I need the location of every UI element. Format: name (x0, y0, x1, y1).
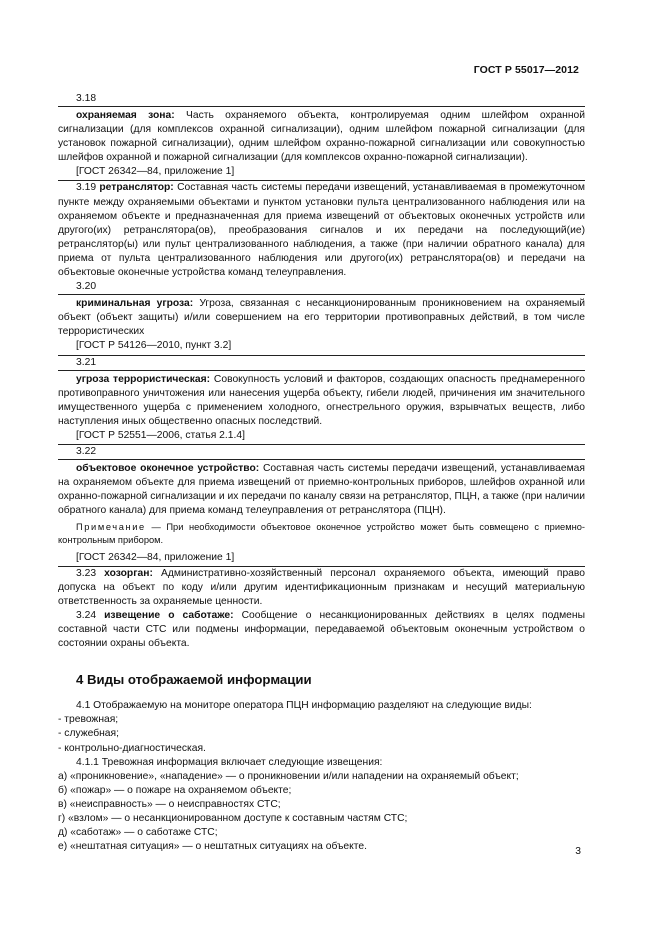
term: охраняемая зона: (76, 110, 175, 121)
term: угроза террористическая: (76, 373, 211, 385)
definition-text: криминальная угроза: Угроза, связанная с несанкционированным проникновением на охраняемый объект (объект защиты) и/или совершением на его территории противоправных действий, в том числе террористических (58, 298, 585, 338)
paragraph: 4.1.1 Тревожная информация включает следующие извещения: (76, 756, 383, 768)
definition-box (58, 294, 585, 355)
definition-text: угроза террористическая: Совокупность условий и факторов, создающих опасность преднамеренного противоправного уничтожения или нанесения ущерба объекту, гибели людей, причинения им значительного имущественного ущерба с применением холодного, огнестрельного оружия, взрывчатых веществ, либо наступления иных общественно опасных последствий. (58, 373, 585, 427)
list-item: - служебная; (58, 728, 119, 740)
definition-text: 3.19 ретранслятор: Составная часть системы передачи извещений, устанавливаемая в промежуточном пункте между охраняемыми объектами и пунктом установки пульта централизованного наблюдения или на охраняемом объекте и предназначенная для приема извещений от объектовых оконечных устройств или другого(их) ретранслятора(ов), преобразования сигналов и их передачи на последующий(ие) ретранслятор(ы) или пульт централизованного наблюдения, а также (при наличии обратного канала) для приема от пульта централизованного наблюдения или другого(их) ретранслятора(ов) и передачи на объектовые оконечные устройства команд телеуправления. (58, 182, 585, 279)
list-item: г) «взлом» — о несанкционированном доступе к составным частям СТС; (58, 813, 408, 825)
list-item: б) «пожар» — о пожаре на охраняемом объекте; (58, 784, 292, 796)
clause-number: 3.20 (76, 281, 97, 293)
clause-number: 3.22 (76, 445, 97, 457)
list-item: - тревожная; (58, 714, 119, 726)
clause-number: 3.18 (76, 93, 97, 104)
source-reference: [ГОСТ 26342—84, приложение 1] (76, 166, 235, 178)
term: извещение о саботаже: (104, 609, 234, 621)
list-item: а) «проникновение», «нападение» — о проникновении и/или нападении на охраняемый объект; (58, 770, 519, 782)
definition-text: объектовое оконечное устройство: Составная часть системы передачи извещений, устанавливаемая на охраняемом объекте для приема извещений от приемно-контрольных приборов, шлейфов охранной или охранно-пожарной сигнализации и их передачи по каналу связи на ретранслятор, ПЦН, а также (при наличии обратного канала) для приема команд телеуправления от ретранслятора (ПЦН). (58, 462, 585, 517)
source-reference: [ГОСТ Р 52551—2006, статья 2.1.4] (76, 429, 245, 441)
definition-box (58, 106, 585, 181)
definition-box (58, 370, 585, 445)
definition-text: охраняемая зона: Часть охраняемого объекта, контролируемая одним шлейфом охранной сигнализации (для комплексов охранной сигнализации), одним шлейфом пожарной сигнализации (для установок пожарной сигнализации), одним шлейфом охранно-пожарной сигнализации или совокупностью шлейфов охранной и пожарной сигнализации (для комплексов охранно-пожарной сигнализации). (58, 110, 585, 164)
list-item: - контрольно-диагностическая. (58, 742, 206, 754)
standard-header: ГОСТ Р 55017—2012 (473, 64, 579, 76)
list-item: в) «неисправность» — о неисправностях СТС; (58, 798, 281, 810)
definition-text: 3.24 извещение о саботаже: Сообщение о несанкционированных действиях в целях подмены составной части СТС или подмены информации, передаваемой объектовым оконечным устройством о состоянии охраны объекта. (58, 609, 585, 650)
page-number: 3 (575, 846, 581, 857)
term: объектовое оконечное устройство: (76, 462, 260, 474)
section-heading: 4 Виды отображаемой информации (76, 672, 312, 688)
note-label: Примечание (76, 522, 146, 533)
section-body (58, 699, 585, 854)
list-item: д) «саботаж» — о саботаже СТС; (58, 827, 218, 839)
list-item: е) «нештатная ситуация» — о нештатных ситуациях на объекте. (58, 841, 367, 853)
definition-text: 3.23 хозорган: Административно-хозяйственный персонал охраняемого объекта, имеющий право допуска на объект по коду и/или другим идентификационным признакам и несущий материальную ответственность за охраняемые ценности. (58, 567, 585, 607)
paragraph: 4.1 Отображаемую на мониторе оператора ПЦН информацию разделяют на следующие виды: (76, 700, 532, 712)
term: ретранслятор: (99, 182, 174, 194)
definition-box (58, 459, 585, 567)
note: Примечание — При необходимости объектовое оконечное устройство может быть совмещено с приемно-контрольным прибором. (58, 522, 585, 545)
page-content (58, 92, 585, 854)
clause-number: 3.21 (76, 356, 97, 368)
term: криминальная угроза: (76, 298, 194, 310)
term: хозорган: (104, 567, 153, 579)
source-reference: [ГОСТ 26342—84, приложение 1] (76, 551, 235, 563)
source-reference: [ГОСТ Р 54126—2010, пункт 3.2] (76, 340, 232, 352)
